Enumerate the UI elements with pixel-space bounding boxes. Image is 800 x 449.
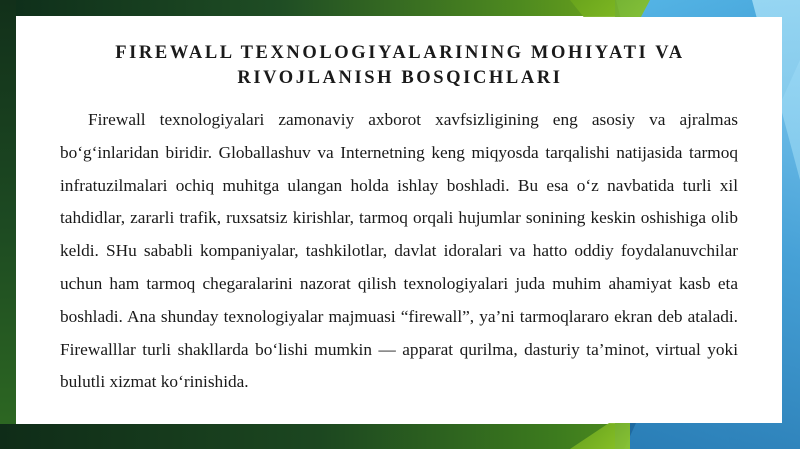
frame-left-border xyxy=(0,0,16,449)
slide-body-text: Firewall texnologiyalari zamonaviy axborot xavfsizligining eng asosiy va ajralmas bo‘g‘inlaridan biridir. Globallashuv va Internetning keng miqyosda tarqalishi natijasida tarmoq infratuzilmalari ochiq muhitga ulangan holda ishlay boshladi. Bu esa o‘z navbatida turli xil tahdidlar, zararli trafik, ruxsatsiz kirishlar, tarmoq orqali hujumlar sonining keskin oshishiga olib keldi. SHu sababli kompaniyalar, tashkilotlar, davlat idoralari va hatto oddiy foydalanuvchilar uchun ham tarmoq chegaralarini nazorat qilish texnologiyalari juda muhim ahamiyat kasb eta boshladi. Ana shunday texnologiyalar majmuasi “firewall”, ya’ni tarmoqlararo ekran deb ataladi. Firewalllar turli shakllarda bo‘lishi mumkin — apparat qurilma, dasturiy ta’minot, virtual yoki bulutli xizmat ko‘rinishida. xyxy=(60,110,738,392)
slide-title xyxy=(60,41,740,91)
content-panel xyxy=(18,17,782,423)
slide-title-line1: FIREWALL TEXNOLOGIYALARINING MOHIYATI VA xyxy=(115,43,685,63)
slide-title-line2: RIVOJLANISH BOSQICHLARI xyxy=(237,68,563,88)
